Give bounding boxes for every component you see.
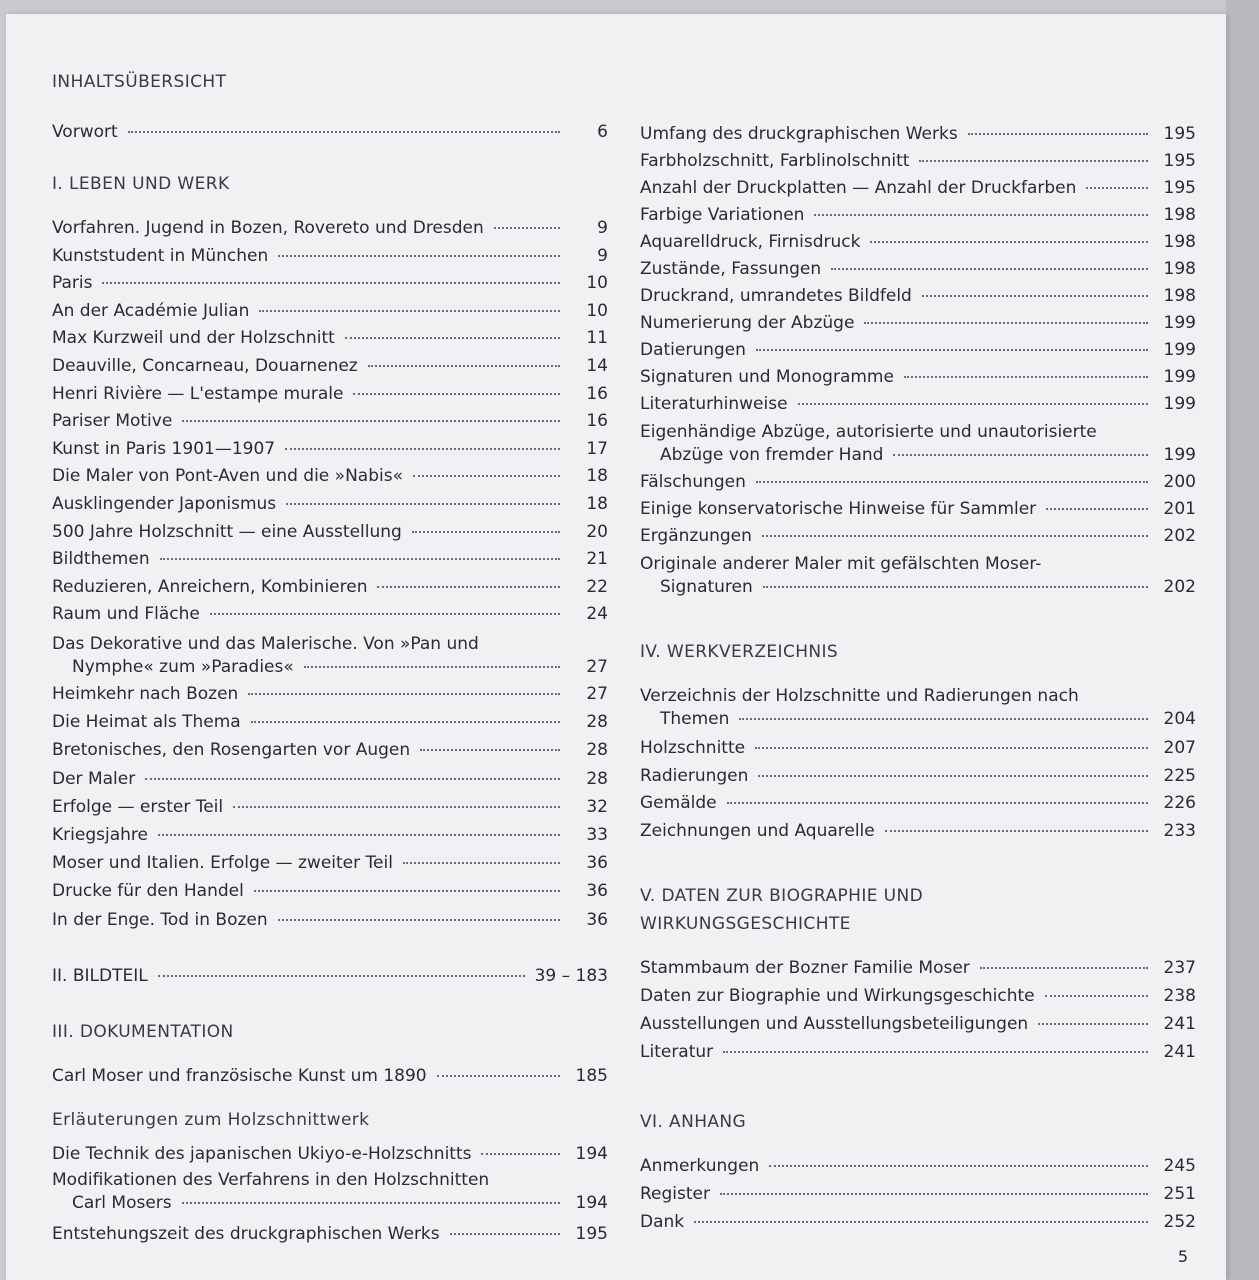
subheading-erlaeuterungen: Erläuterungen zum Holzschnittwerk	[52, 1110, 370, 1130]
toc-entry-page: 9	[597, 218, 608, 238]
toc-entry-title: Bildthemen	[52, 549, 150, 570]
toc-entry	[52, 328, 608, 352]
toc-entry-title: Stammbaum der Bozner Familie Moser	[640, 958, 970, 978]
toc-entry-dekorative: Das Dekorative und das Malerische. Von »Pan und Nymphe« zum »Paradies« 27	[52, 634, 608, 677]
toc-entry-page: 11	[586, 328, 608, 349]
toc-entry-page: 225	[1163, 765, 1196, 786]
toc-entry-originale: Originale anderer Maler mit gefälschten Moser- Signaturen 202	[640, 554, 1196, 597]
toc-entry	[52, 769, 608, 793]
toc-entry-page: 207	[1163, 738, 1196, 758]
toc-entry-title: An der Académie Julian	[52, 300, 250, 321]
toc-entry-page: 21	[586, 549, 608, 570]
toc-entry-page: 16	[586, 383, 608, 404]
toc-entry	[640, 394, 1196, 418]
toc-entry-vorwort: Vorwort 6	[52, 122, 608, 142]
toc-entry-title: Numerierung der Abzüge	[640, 313, 855, 333]
toc-entry	[52, 494, 608, 518]
toc-entry	[640, 151, 1196, 175]
toc-entry-title: Reduzieren, Anreichern, Kombinieren	[52, 576, 368, 597]
toc-entry-page: 28	[586, 712, 608, 733]
toc-entry	[640, 1184, 1196, 1208]
toc-entry-title: In der Enge. Tod in Bozen	[52, 909, 268, 930]
toc-entry-page: 198	[1163, 259, 1196, 279]
toc-entry	[640, 259, 1196, 283]
toc-entry-page: 252	[1163, 1212, 1196, 1232]
toc-entry	[640, 340, 1196, 364]
toc-entry-title: 500 Jahre Holzschnitt — eine Ausstellung	[52, 521, 402, 542]
toc-entry-title: Die Maler von Pont-Aven und die »Nabis«	[52, 466, 403, 487]
toc-entry	[52, 246, 608, 270]
toc-entry-page: 10	[586, 300, 608, 321]
page-number: 5	[1177, 1247, 1188, 1266]
toc-entry-title: Max Kurzweil und der Holzschnitt	[52, 328, 335, 349]
toc-entry	[52, 301, 608, 325]
toc-entry-page: 195	[1163, 178, 1196, 198]
toc-entry-bildteil: II. BILDTEIL 39 – 183	[52, 966, 608, 986]
toc-entry-title: Drucke für den Handel	[52, 881, 244, 902]
toc-entry	[640, 1156, 1196, 1180]
toc-entry-title: Druckrand, umrandetes Bildfeld	[640, 286, 912, 306]
toc-entry	[52, 910, 608, 934]
toc-entry-title: Ausklingender Japonismus	[52, 494, 277, 514]
toc-entry-page: 199	[1163, 340, 1196, 360]
toc-entry-page: 200	[1163, 472, 1196, 492]
toc-entry-title: Farbige Variationen	[640, 205, 805, 225]
section-heading-leben: I. LEBEN UND WERK	[52, 174, 230, 194]
toc-entry-title: Fälschungen	[640, 472, 746, 492]
toc-entry-title: Literaturhinweise	[640, 394, 788, 414]
toc-entry-page: 241	[1163, 1042, 1196, 1062]
toc-entry	[640, 526, 1196, 550]
page-title: INHALTSÜBERSICHT	[52, 72, 227, 92]
toc-entry	[52, 712, 608, 736]
section-heading-daten: V. DATEN ZUR BIOGRAPHIE UND	[640, 886, 924, 906]
toc-entry-title: Kunst in Paris 1901—1907	[52, 438, 276, 459]
toc-entry-carl-moser: Carl Moser und französische Kunst um 1890 185	[52, 1066, 608, 1086]
toc-entry-page: 36	[586, 909, 608, 930]
toc-entry-title: Aquarelldruck, Firnisdruck	[640, 232, 861, 252]
toc-entry-title: Radierungen	[640, 765, 749, 786]
toc-entry-page: 18	[586, 494, 608, 514]
toc-entry	[52, 577, 608, 601]
toc-entry-page: 199	[1163, 367, 1196, 387]
toc-entry-title: Pariser Motive	[52, 411, 173, 432]
toc-entry	[640, 232, 1196, 256]
toc-entry-title: Anzahl der Druckplatten — Anzahl der Druckfarben	[640, 178, 1077, 198]
toc-entry-title: Ausstellungen und Ausstellungsbeteiligungen	[640, 1014, 1029, 1034]
toc-entry	[52, 439, 608, 463]
toc-entry-page: 20	[586, 521, 608, 542]
section-heading-anhang: VI. ANHANG	[640, 1112, 747, 1132]
toc-entry-title: Zustände, Fassungen	[640, 259, 822, 279]
toc-entry-title: Deauville, Concarneau, Douarnenez	[52, 356, 358, 376]
section-heading-daten-line2: WIRKUNGSGESCHICHTE	[640, 914, 851, 934]
toc-entry-page: 28	[586, 740, 608, 761]
toc-entry	[52, 604, 608, 628]
toc-entry-page: 199	[1163, 394, 1196, 414]
toc-entry	[640, 367, 1196, 391]
toc-entry	[640, 178, 1196, 202]
adjacent-page-edge	[1226, 0, 1259, 1280]
toc-entry	[52, 881, 608, 905]
toc-entry-page: 33	[586, 825, 608, 845]
toc-entry-title: Kunststudent in München	[52, 245, 269, 266]
toc-entry-page: 237	[1163, 958, 1196, 978]
toc-entry-page: 17	[586, 438, 608, 459]
toc-entry-entstehungszeit: Entstehungszeit des druckgraphischen Werks 195	[52, 1224, 608, 1244]
toc-entry	[640, 1014, 1196, 1038]
toc-entry-page: 202	[1163, 526, 1196, 546]
toc-entry-title: Ergänzungen	[640, 526, 752, 546]
toc-entry	[52, 825, 608, 849]
toc-entry	[640, 472, 1196, 496]
toc-entry	[52, 411, 608, 435]
toc-entry-page: 10	[586, 273, 608, 294]
toc-entry	[640, 1042, 1196, 1066]
toc-entry	[52, 549, 608, 573]
toc-entry-page: 198	[1163, 286, 1196, 306]
toc-entry	[640, 499, 1196, 523]
toc-entry-page: 32	[586, 796, 608, 817]
toc-entry-title: Paris	[52, 273, 93, 294]
toc-entry	[52, 273, 608, 297]
toc-entry-title: Daten zur Biographie und Wirkungsgeschichte	[640, 986, 1035, 1006]
toc-entry	[640, 986, 1196, 1010]
toc-entry-title: Gemälde	[640, 793, 717, 813]
toc-entry-page: 16	[586, 411, 608, 432]
toc-entry-page: 9	[597, 245, 608, 266]
toc-entry-page: 251	[1163, 1184, 1196, 1204]
toc-entry-page: 14	[586, 356, 608, 376]
toc-entry-page: 198	[1163, 205, 1196, 225]
toc-entry-page: 245	[1163, 1156, 1196, 1176]
toc-entry-page: 18	[586, 466, 608, 487]
toc-entry	[640, 124, 1196, 148]
toc-entry-page: 36	[586, 853, 608, 874]
toc-entry-page: 198	[1163, 232, 1196, 252]
toc-entry-title: Erfolge — erster Teil	[52, 796, 224, 817]
toc-entry-title: Einige konservatorische Hinweise für Sammler	[640, 499, 1037, 519]
toc-entry-eigenhaendige: Eigenhändige Abzüge, autorisierte und unautorisierte Abzüge von fremder Hand 199	[640, 422, 1196, 465]
toc-entry-page: 201	[1163, 499, 1196, 519]
toc-entry	[640, 793, 1196, 817]
toc-entry	[52, 853, 608, 877]
toc-entry	[52, 522, 608, 546]
toc-entry-page: 241	[1163, 1014, 1196, 1034]
toc-entry-page: 36	[586, 881, 608, 902]
toc-entry-page: 27	[586, 684, 608, 704]
toc-entry-verzeichnis: Verzeichnis der Holzschnitte und Radierungen nach Themen 204	[640, 686, 1196, 729]
toc-entry	[640, 766, 1196, 790]
toc-entry	[640, 738, 1196, 762]
toc-entry-page: 22	[586, 576, 608, 597]
toc-entry	[640, 286, 1196, 310]
toc-entry-title: Henri Rivière — L'estampe murale	[52, 383, 344, 404]
toc-entry-title: Bretonisches, den Rosengarten vor Augen	[52, 740, 411, 761]
toc-entry-technik: Die Technik des japanischen Ukiyo-e-Holzschnitts 194	[52, 1144, 608, 1164]
toc-entry-page: 233	[1163, 820, 1196, 841]
toc-entry	[52, 684, 608, 708]
toc-entry	[640, 205, 1196, 229]
toc-entry-page: 195	[1163, 151, 1196, 171]
toc-entry-modifikationen: Modifikationen des Verfahrens in den Holzschnitten Carl Mosers 194	[52, 1170, 608, 1213]
toc-entry-title: Farbholzschnitt, Farblinolschnitt	[640, 151, 910, 171]
toc-entry	[52, 466, 608, 490]
toc-entry-title: Signaturen und Monogramme	[640, 367, 894, 387]
toc-entry-title: Anmerkungen	[640, 1156, 760, 1176]
toc-entry	[52, 384, 608, 408]
book-page	[6, 14, 1226, 1280]
toc-entry-title: Literatur	[640, 1042, 714, 1062]
toc-entry-title: Dank	[640, 1212, 685, 1232]
toc-entry	[640, 313, 1196, 337]
toc-entry-title: Moser und Italien. Erfolge — zweiter Teil	[52, 853, 393, 874]
toc-entry-title: Holzschnitte	[640, 738, 746, 758]
toc-entry-title: Die Heimat als Thema	[52, 712, 241, 733]
toc-entry-title: Zeichnungen und Aquarelle	[640, 820, 875, 841]
toc-entry	[52, 356, 608, 380]
toc-entry	[640, 958, 1196, 982]
toc-entry-title: Vorfahren. Jugend in Bozen, Rovereto und Dresden	[52, 218, 484, 238]
toc-entry-title: Register	[640, 1184, 710, 1204]
toc-entry-page: 24	[586, 604, 608, 625]
toc-entry-title: Datierungen	[640, 340, 746, 360]
toc-entry-page: 195	[1163, 124, 1196, 144]
toc-entry-title: Kriegsjahre	[52, 825, 148, 845]
toc-entry-title: Umfang des druckgraphischen Werks	[640, 124, 958, 144]
toc-entry-page: 28	[586, 768, 608, 789]
section-heading-werkverzeichnis: IV. WERKVERZEICHNIS	[640, 642, 839, 662]
toc-entry	[52, 218, 608, 242]
toc-entry	[52, 797, 608, 821]
toc-entry-page: 199	[1163, 313, 1196, 333]
toc-entry-title: Der Maler	[52, 768, 136, 789]
toc-entry-page: 238	[1163, 986, 1196, 1006]
toc-entry-title: Heimkehr nach Bozen	[52, 684, 239, 704]
toc-entry	[640, 1212, 1196, 1236]
toc-entry-page: 226	[1163, 793, 1196, 813]
section-heading-dokumentation: III. DOKUMENTATION	[52, 1022, 234, 1042]
toc-entry	[52, 740, 608, 764]
toc-entry-title: Raum und Fläche	[52, 604, 200, 625]
toc-entry	[640, 821, 1196, 845]
